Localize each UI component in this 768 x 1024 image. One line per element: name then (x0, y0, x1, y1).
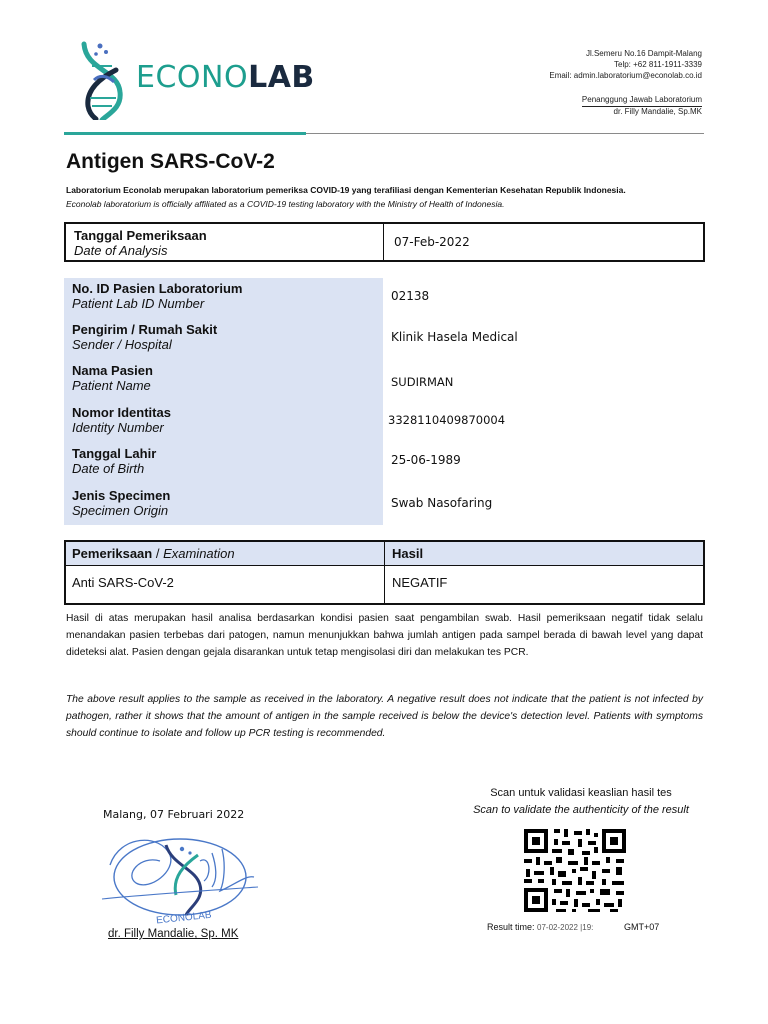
signer-name: dr. Filly Mandalie, Sp. MK (108, 928, 239, 940)
analysis-date-value: 07-Feb-2022 (394, 235, 470, 249)
patient-lab-id-label: No. ID Pasien Laboratorium Patient Lab ID Number (72, 281, 243, 311)
exam-header-result: Hasil (392, 546, 424, 561)
responsible-person (582, 95, 702, 117)
validation-qr-code[interactable] (522, 827, 628, 914)
specimen-value: Swab Nasofaring (391, 496, 493, 510)
result-time: Result time: 07-02-2022 |19: (487, 922, 594, 932)
responsible-name: dr. Filly Mandalie, Sp.MK (613, 107, 702, 116)
econolab-logo (78, 40, 318, 120)
signature-stamp-image (100, 825, 260, 930)
result-note-id: Hasil di atas merupakan hasil analisa berdasarkan kondisi pasien saat pengambilan swab. Hasil pemeriksaan negatif tidak selalu menandakan pasien terbebas dari patogen, namun menunjukkan bahwa jumlah antigen pada sampel berada di bawah level yang dapat dideteksi alat. Pasien dengan gejala disarankan untuk tetap mengisolasi diri dan melakukan tes PCR. (66, 613, 703, 658)
timezone: GMT+07 (624, 922, 660, 932)
identity-number-value: 3328110409870004 (388, 413, 506, 427)
patient-lab-id-value: 02138 (391, 289, 430, 303)
dna-logo-icon (78, 40, 138, 120)
affiliation-en: Econolab laboratorium is officially affiliated as a COVID-19 testing laboratory with the Ministry of Health of Indonesia. (66, 199, 505, 209)
exam-column-divider (384, 542, 385, 603)
header-divider-accent (64, 132, 306, 135)
patient-name-value: SUDIRMAN (391, 375, 454, 389)
specimen-label: Jenis Specimen Specimen Origin (72, 488, 171, 518)
exam-result-value: NEGATIF (392, 575, 448, 590)
header-divider (306, 133, 704, 134)
exam-header-examination: Pemeriksaan / Examination (72, 546, 235, 561)
result-note-en: The above result applies to the sample as received in the laboratory. A negative result does not indicate that the patient is not infected by pathogen, rather it shows that the amount of antigen in the sample received is below the device's detection level. Patients with symptoms should continue to isolate and follow up PCR testing is recommended. (66, 694, 703, 739)
brand-name: ECONOLAB (136, 60, 315, 95)
patient-name-label: Nama Pasien Patient Name (72, 363, 153, 393)
analysis-date-label: Tanggal Pemeriksaan Date of Analysis (66, 224, 384, 260)
phone: Telp: +62 811-1911-3339 (614, 60, 702, 69)
scan-instruction-id: Scan untuk validasi keaslian hasil tes (490, 787, 672, 799)
contact-info (549, 48, 702, 81)
analysis-date-box (64, 222, 705, 262)
exam-table (64, 540, 705, 605)
birth-date-label: Tanggal Lahir Date of Birth (72, 446, 157, 476)
scan-instruction-en: Scan to validate the authenticity of the result (473, 804, 689, 816)
email: Email: admin.laboratorium@econolab.co.id (549, 71, 702, 80)
sender-value: Klinik Hasela Medical (391, 330, 518, 344)
birth-date-value: 25-06-1989 (391, 453, 461, 467)
exam-test-name: Anti SARS-CoV-2 (72, 575, 174, 590)
address: Jl.Semeru No.16 Dampit-Malang (585, 49, 702, 58)
responsible-title: Penanggung Jawab Laboratorium (582, 95, 702, 107)
page-title: Antigen SARS-CoV-2 (66, 150, 275, 173)
affiliation-id: Laboratorium Econolab merupakan laboratorium pemeriksa COVID-19 yang terafiliasi dengan Kementerian Kesehatan Republik Indonesia. (66, 185, 626, 195)
svg-text:ECONOLAB: ECONOLAB (155, 909, 213, 927)
identity-number-label: Nomor Identitas Identity Number (72, 405, 171, 435)
sender-label: Pengirim / Rumah Sakit Sender / Hospital (72, 322, 218, 352)
place-date: Malang, 07 Februari 2022 (103, 808, 245, 821)
